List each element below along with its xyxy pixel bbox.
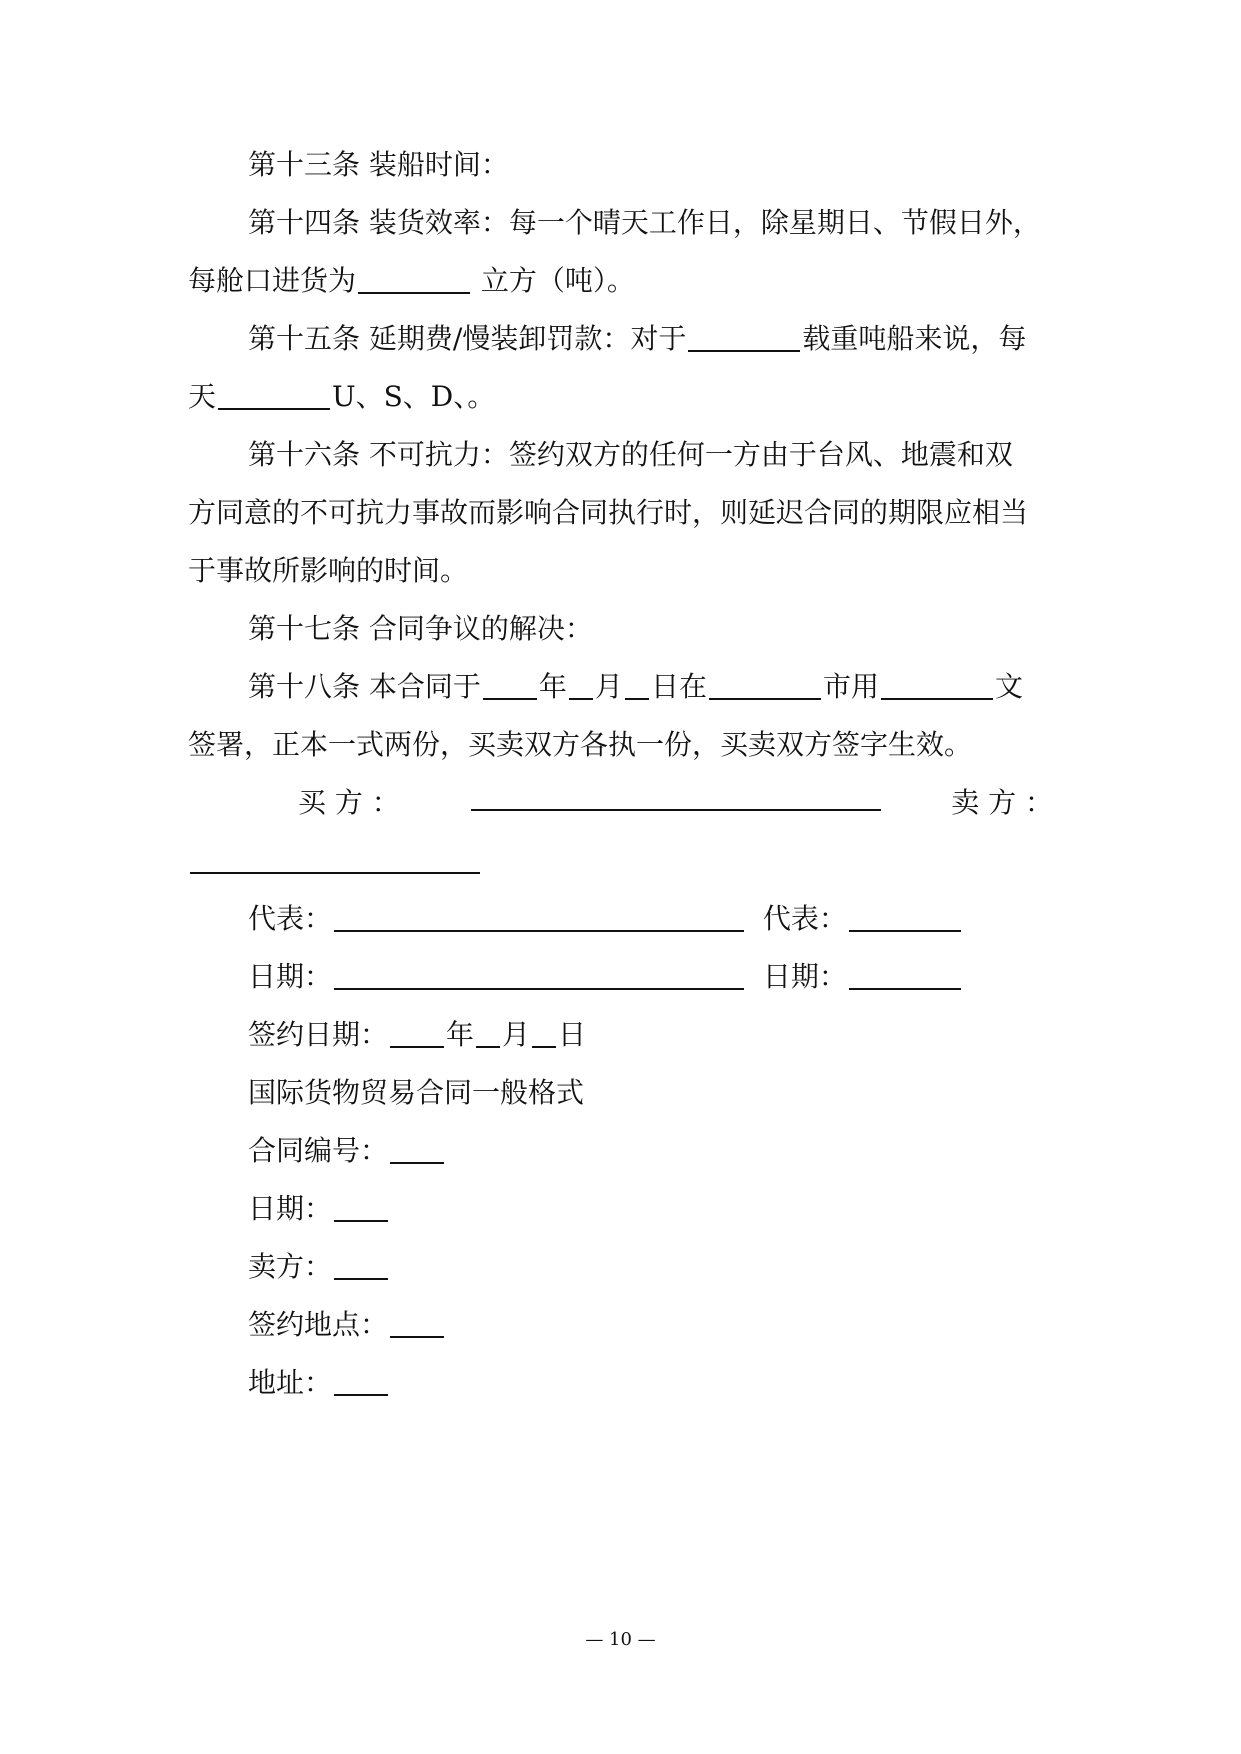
contract-number-line: 合同编号： — [248, 1131, 1053, 1171]
date-line: 日期： 日期： — [248, 957, 1053, 997]
blank-field — [688, 324, 800, 352]
blank-field — [390, 1310, 444, 1338]
seller-date-blank — [849, 962, 961, 990]
sign-date-line: 签约日期： 年 月 日 — [248, 1018, 587, 1051]
blank-field — [881, 672, 993, 700]
address-line: 地址： — [248, 1363, 1053, 1403]
seller2-line: 卖方： — [248, 1247, 1053, 1287]
blank-field — [334, 1368, 388, 1396]
blank-field — [390, 1136, 444, 1164]
article-16-line1: 第十六条 不可抗力：签约双方的任何一方由于台风、地震和双 — [248, 438, 1013, 471]
article-16-line2: 方同意的不可抗力事故而影响合同执行时，则延迟合同的期限应相当 — [188, 496, 1029, 529]
article-16-line3: 于事故所影响的时间。 — [188, 554, 469, 587]
seller-rep-blank — [849, 904, 961, 932]
blank-field — [569, 672, 593, 700]
seller-blank — [190, 846, 480, 874]
article-15-line2: 天 U、S、D、。 — [188, 380, 496, 413]
blank-field — [483, 672, 537, 700]
section-title: 国际货物贸易合同一般格式 — [248, 1076, 585, 1109]
article-18-line2: 签署，正本一式两份，买卖双方各执一份，买卖双方签字生效。 — [188, 728, 973, 761]
date2-line: 日期： — [248, 1189, 1053, 1229]
buyer-blank — [471, 783, 881, 811]
buyer-seller-line — [298, 783, 1053, 823]
page-number: — 10 — — [585, 1629, 656, 1650]
article-17: 第十七条 合同争议的解决： — [248, 612, 593, 645]
representative-line: 代表： 代表： — [248, 899, 1053, 939]
seller-blank-line — [188, 841, 1053, 881]
blank-field — [532, 1020, 556, 1048]
article-13: 第十三条 装船时间： — [248, 148, 509, 181]
sign-place-line: 签约地点： — [248, 1305, 1053, 1345]
blank-field — [358, 266, 470, 294]
blank-field — [709, 672, 821, 700]
article-18-line1: 第十八条 本合同于 年 月 日在 市用 文 — [248, 670, 1023, 703]
blank-field — [334, 1194, 388, 1222]
blank-field — [218, 382, 330, 410]
article-15-line1: 第十五条 延期费/慢装卸罚款：对于 载重吨船来说，每 — [248, 322, 1027, 355]
blank-field — [334, 1252, 388, 1280]
seller-label: 卖 方 ： — [951, 786, 1053, 819]
blank-field — [390, 1020, 444, 1048]
buyer-date-blank — [334, 962, 744, 990]
article-14-line1: 第十四条 装货效率：每一个晴天工作日，除星期日、节假日外， — [248, 206, 1041, 239]
blank-field — [476, 1020, 500, 1048]
buyer-label: 买 方 ： — [298, 786, 400, 819]
buyer-rep-blank — [334, 904, 744, 932]
article-14-line2: 每舱口进货为 立方（吨）。 — [188, 264, 635, 297]
blank-field — [625, 672, 649, 700]
